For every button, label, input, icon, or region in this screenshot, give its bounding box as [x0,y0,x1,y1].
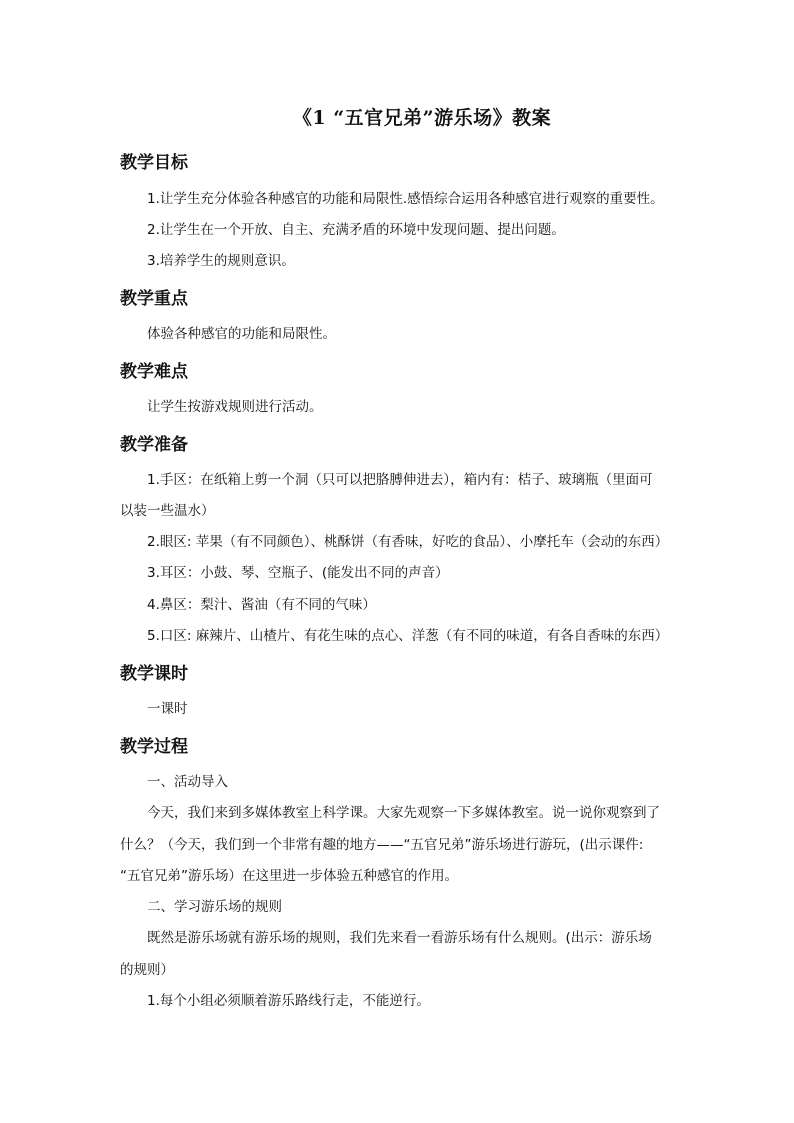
hours-text: 一课时 [147,701,188,717]
prep-item-1-line-1: 1.手区：在纸箱上剪一个洞（只可以把胳膊伸进去），箱内有：桔子、玻璃瓶（里面可 [147,472,653,488]
document-title: 《1 “五官兄弟”游乐场》教案 [292,107,552,129]
prep-item-1-line-2: 以装一些温水） [120,503,215,519]
prep-item-5: 5.口区: 麻辣片、山楂片、有花生味的点心、洋葱（有不同的味道，有各自香味的东西） [147,628,669,644]
process-para-2-line-1: 既然是游乐场就有游乐场的规则，我们先来看一看游乐场有什么规则。(出示：游乐场 [147,930,652,946]
difficulty-text: 让学生按游戏规则进行活动。 [147,399,323,415]
focus-text: 体验各种感官的功能和局限性。 [147,326,336,342]
process-rule-1: 1.每个小组必须顺着游乐路线行走，不能逆行。 [147,993,430,1009]
heading-difficulty: 教学难点 [120,362,188,382]
process-para-1-line-3: “五官兄弟”游乐场）在这里进一步体验五种感官的作用。 [120,868,458,884]
process-para-1-line-1: 今天，我们来到多媒体教室上科学课。大家先观察一下多媒体教室。说一说你观察到了 [147,805,660,821]
heading-process: 教学过程 [120,737,188,757]
prep-item-4: 4.鼻区：梨汁、酱油（有不同的气味） [147,597,376,613]
process-para-2-line-2: 的规则） [120,962,174,978]
goal-item-3: 3.培养学生的规则意识。 [147,253,295,269]
prep-item-2: 2.眼区: 苹果（有不同颜色）、桃酥饼（有香味，好吃的食品）、小摩托车（会动的东西） [147,534,669,550]
prep-item-3: 3.耳区：小鼓、琴、空瓶子、(能发出不同的声音） [147,565,449,581]
heading-hours: 教学课时 [120,664,188,684]
process-para-1-line-2: 什么？（今天，我们到一个非常有趣的地方——“五官兄弟”游乐场进行游玩，(出示课件: [120,837,644,853]
goal-item-2: 2.让学生在一个开放、自主、充满矛盾的环境中发现问题、提出问题。 [147,222,565,238]
process-part-2-title: 二、学习游乐场的规则 [147,899,282,915]
heading-preparation: 教学准备 [120,435,188,455]
goal-item-1: 1.让学生充分体验各种感官的功能和局限性.感悟综合运用各种感官进行观察的重要性。 [147,191,664,207]
heading-goals: 教学目标 [120,153,188,173]
heading-focus: 教学重点 [120,289,188,309]
process-part-1-title: 一、活动导入 [147,774,228,790]
